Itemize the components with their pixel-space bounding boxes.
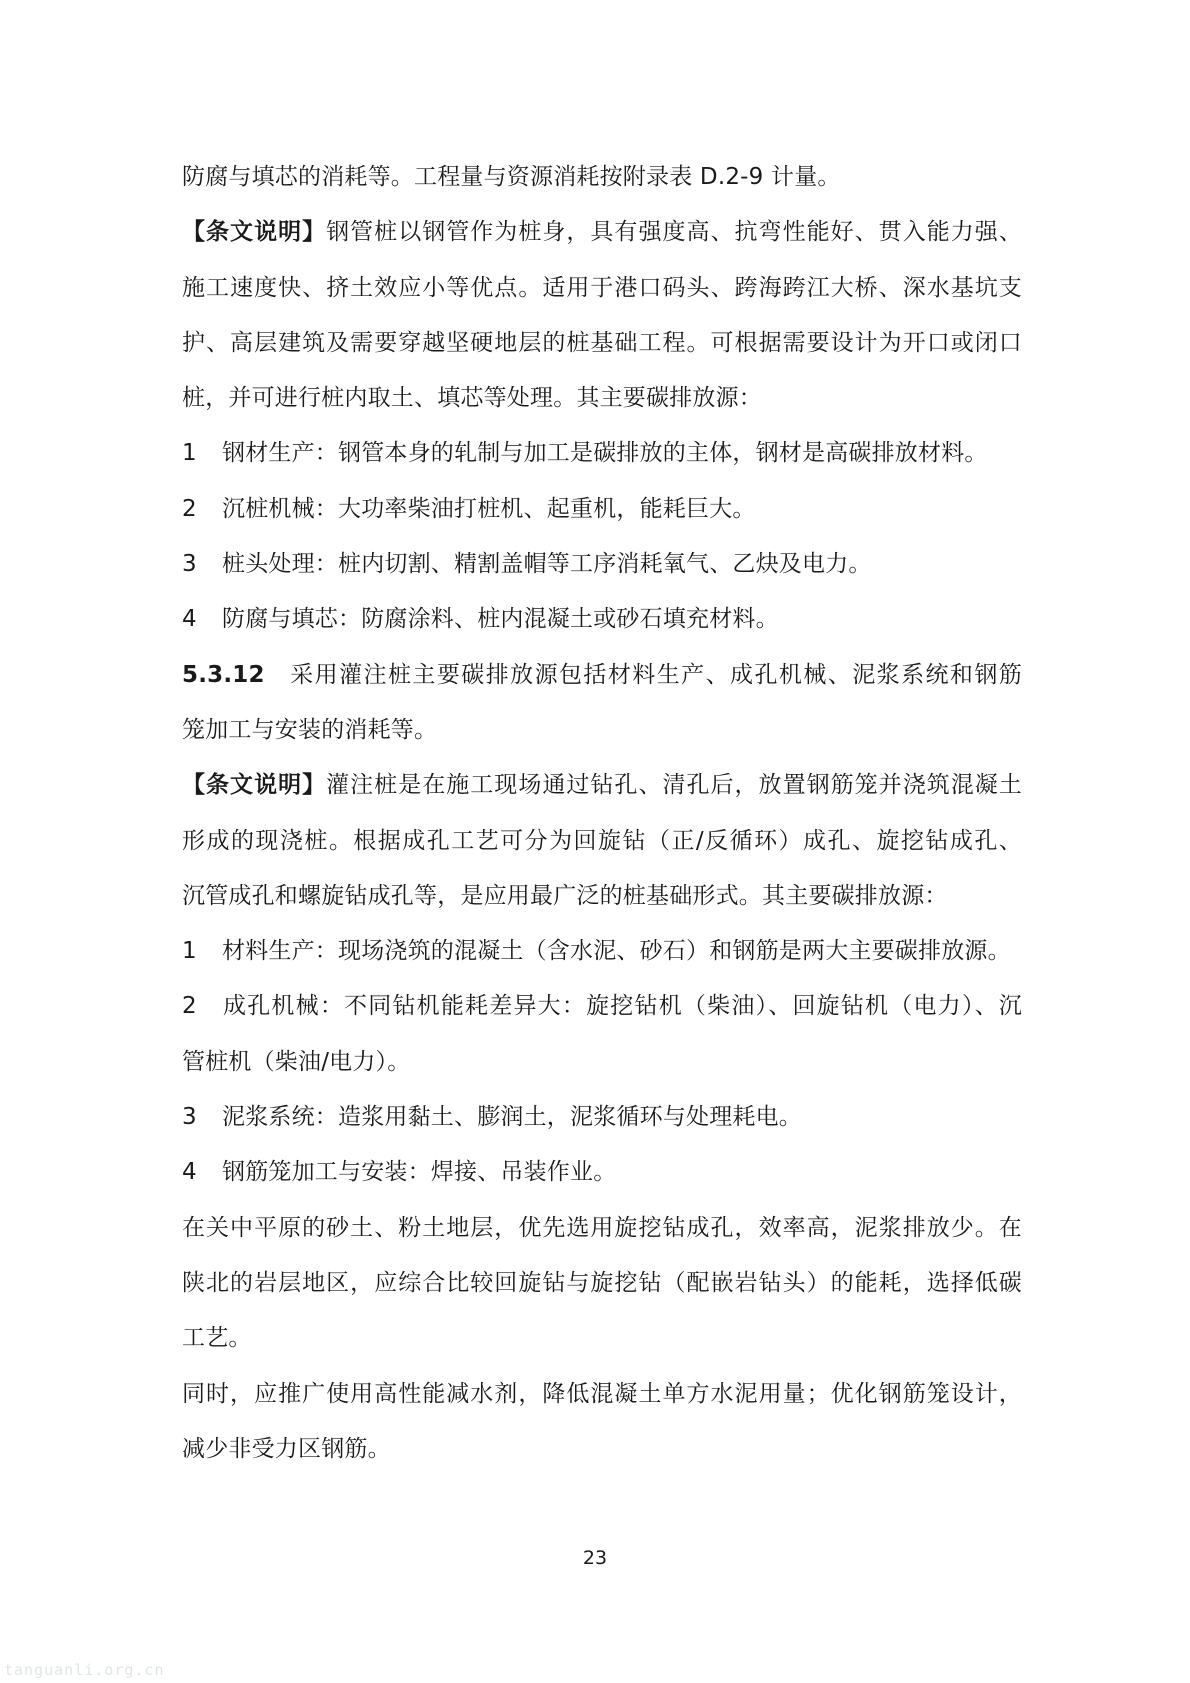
paragraph-line: 施工速度快、挤土效应小等优点。适用于港口码头、跨海跨江大桥、深水基坑支 — [182, 274, 1022, 301]
clause-number: 5.3.12 — [182, 661, 265, 688]
paragraph-line: 减少非受力区钢筋。 — [182, 1435, 391, 1462]
list-item — [182, 1090, 1022, 1145]
clause-text: 采用灌注桩主要碳排放源包括材料生产、成孔机械、泥浆系统和钢筋 — [289, 661, 1022, 688]
list-item-text: 钢筋笼加工与安装：焊接、吊装作业。 — [222, 1159, 617, 1186]
clause-note-text: 灌注桩是在施工现场通过钻孔、清孔后，放置钢筋笼并浇筑混凝土 — [326, 772, 1022, 799]
list-item-text: 钢材生产：钢管本身的轧制与加工是碳排放的主体，钢材是高碳排放材料。 — [222, 440, 988, 467]
clause-note-tag: 【条文说明】 — [182, 772, 327, 799]
list-item-number: 3 — [182, 1104, 197, 1131]
paragraph-line: 工艺。 — [182, 1325, 252, 1352]
page-number: 23 — [582, 1547, 608, 1569]
paragraph-line: 沉管成孔和螺旋钻成孔等，是应用最广泛的桩基础形式。其主要碳排放源： — [182, 882, 948, 909]
list-item — [182, 537, 1022, 592]
watermark: tanguanli.org.cn — [4, 1661, 165, 1679]
list-item-text: 成孔机械：不同钻机能耗差异大：旋挖钻机（柴油）、回旋钻机（电力）、沉 — [222, 993, 1022, 1020]
list-item — [182, 1145, 1022, 1200]
paragraph-line: 管桩机（柴油/电力）。 — [182, 1048, 411, 1075]
paragraph-line: 形成的现浇桩。根据成孔工艺可分为回旋钻（正/反循环）成孔、旋挖钻成孔、 — [182, 827, 1022, 854]
clause-note-tag: 【条文说明】 — [182, 219, 327, 246]
list-item-text: 桩头处理：桩内切割、精割盖帽等工序消耗氧气、乙炔及电力。 — [222, 551, 872, 578]
list-item-number: 4 — [182, 1159, 197, 1186]
paragraph-line: 在关中平原的砂土、粉土地层，优先选用旋挖钻成孔，效率高，泥浆排放少。在 — [182, 1214, 1022, 1241]
list-item-text: 泥浆系统：造浆用黏土、膨润土，泥浆循环与处理耗电。 — [222, 1104, 802, 1131]
list-item-number: 3 — [182, 551, 197, 578]
clause-note-text: 钢管桩以钢管作为桩身，具有强度高、抗弯性能好、贯入能力强、 — [326, 219, 1022, 246]
paragraph-line: 防腐与填芯的消耗等。工程量与资源消耗按附录表 D.2-9 计量。 — [182, 164, 841, 190]
list-item-number: 2 — [182, 495, 197, 522]
paragraph-line: 同时，应推广使用高性能减水剂，降低混凝土单方水泥用量；优化钢筋笼设计， — [182, 1380, 1022, 1407]
document-body — [182, 150, 1022, 1477]
list-item-number: 2 — [182, 993, 197, 1020]
list-item-text: 沉桩机械：大功率柴油打桩机、起重机，能耗巨大。 — [222, 495, 756, 522]
paragraph-line: 桩，并可进行桩内取土、填芯等处理。其主要碳排放源： — [182, 385, 762, 412]
list-item — [182, 482, 1022, 537]
list-item-text: 防腐与填芯：防腐涂料、桩内混凝土或砂石填充材料。 — [222, 606, 779, 633]
list-item — [182, 924, 1022, 979]
list-item — [182, 979, 1022, 1034]
list-item-text: 材料生产：现场浇筑的混凝土（含水泥、砂石）和钢筋是两大主要碳排放源。 — [222, 938, 1011, 965]
list-item-number: 1 — [182, 938, 197, 965]
clause-note-line — [182, 758, 1022, 813]
clause-heading-line — [182, 648, 1022, 703]
paragraph-line: 笼加工与安装的消耗等。 — [182, 716, 438, 743]
paragraph-line: 护、高层建筑及需要穿越坚硬地层的桩基础工程。可根据需要设计为开口或闭口 — [182, 329, 1022, 356]
clause-note-line — [182, 205, 1022, 260]
list-item — [182, 426, 1022, 481]
paragraph-line: 陕北的岩层地区，应综合比较回旋钻与旋挖钻（配嵌岩钻头）的能耗，选择低碳 — [182, 1269, 1022, 1296]
list-item-number: 1 — [182, 440, 197, 467]
list-item — [182, 592, 1022, 647]
list-item-number: 4 — [182, 606, 197, 633]
